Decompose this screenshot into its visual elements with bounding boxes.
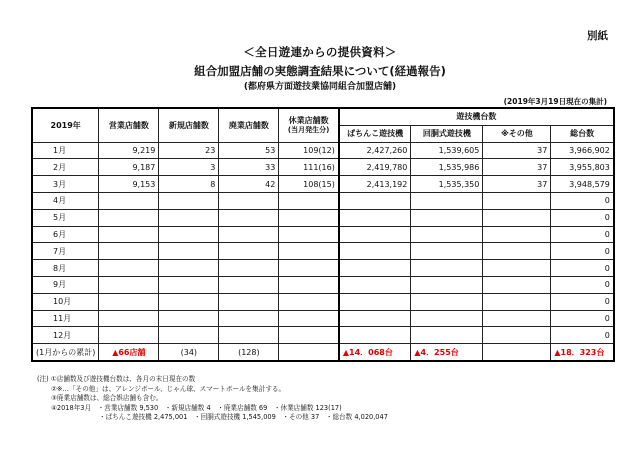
other-cell bbox=[483, 209, 551, 226]
suspended-cell bbox=[279, 293, 339, 310]
month-cell: 6月 bbox=[32, 226, 99, 243]
note-line bbox=[37, 375, 617, 385]
header-year: 2019年 bbox=[32, 108, 99, 142]
closed-cell bbox=[219, 310, 279, 327]
total-cell: 0 bbox=[551, 310, 614, 327]
header-suspended-label: 休業店舗数 bbox=[288, 116, 329, 126]
slot-cell bbox=[411, 192, 483, 209]
header-closed: 廃業店舗数 bbox=[219, 108, 279, 142]
header-suspended-sub: (当月発生分) bbox=[287, 126, 330, 135]
header-slot: 回胴式遊技機 bbox=[411, 125, 483, 142]
pachinko-cell: 2,427,260 bbox=[339, 142, 411, 159]
other-cell bbox=[483, 327, 551, 344]
suspended-cell bbox=[279, 276, 339, 293]
month-cell: 10月 bbox=[32, 293, 99, 310]
slot-cell bbox=[411, 243, 483, 260]
other-cell: 37 bbox=[483, 142, 551, 159]
month-cell: 7月 bbox=[32, 243, 99, 260]
total-cell: 0 bbox=[551, 192, 614, 209]
table-row bbox=[32, 276, 614, 293]
slot-cell: 1,539,605 bbox=[411, 142, 483, 159]
label-cumulative-cell: (1月からの累計) bbox=[32, 344, 99, 361]
table-row bbox=[32, 293, 614, 310]
new-cell: 23 bbox=[159, 142, 219, 159]
pachinko-cell bbox=[339, 226, 411, 243]
other-cell bbox=[483, 310, 551, 327]
suspended-cell bbox=[279, 209, 339, 226]
closed-cell bbox=[219, 327, 279, 344]
month-cell: 9月 bbox=[32, 276, 99, 293]
pachinko-cumulative-cell: ▲14．068台 bbox=[339, 344, 411, 361]
month-cell: 12月 bbox=[32, 327, 99, 344]
slot-cell: 1,535,350 bbox=[411, 176, 483, 193]
suspended-cell bbox=[279, 226, 339, 243]
header-suspended bbox=[279, 108, 339, 142]
month-cell: 4月 bbox=[32, 192, 99, 209]
active-cell bbox=[99, 192, 159, 209]
other-cell bbox=[483, 260, 551, 277]
header-other: ※その他 bbox=[483, 125, 551, 142]
table-row bbox=[32, 243, 614, 260]
total-cell: 0 bbox=[551, 260, 614, 277]
other-cell bbox=[483, 226, 551, 243]
month-cell: 5月 bbox=[32, 209, 99, 226]
suspended-cell: 108(15) bbox=[279, 176, 339, 193]
closed-cell bbox=[219, 192, 279, 209]
active-cell bbox=[99, 310, 159, 327]
suspended-cell bbox=[279, 192, 339, 209]
as-of-date: (2019年3月19日現在の集計) bbox=[503, 97, 607, 106]
active-cell: 9,219 bbox=[99, 142, 159, 159]
new-cell bbox=[159, 293, 219, 310]
slot-cell: 1,535,986 bbox=[411, 159, 483, 176]
month-cell: 1月 bbox=[32, 142, 99, 159]
closed-cell bbox=[219, 260, 279, 277]
slot-cell bbox=[411, 327, 483, 344]
slot-cell bbox=[411, 293, 483, 310]
suspended-cell: 111(16) bbox=[279, 159, 339, 176]
closed-cell bbox=[219, 276, 279, 293]
note-5: ・ぱちんこ遊技機 2,475,001 ・回胴式遊技機 1,545,009 ・その他 37 ・総台数 4,020,047 bbox=[99, 413, 388, 422]
footnotes bbox=[37, 375, 617, 423]
other-cell: 37 bbox=[483, 159, 551, 176]
table-row bbox=[32, 310, 614, 327]
new-cell bbox=[159, 243, 219, 260]
attachment-label: 別紙 bbox=[587, 30, 608, 42]
pachinko-cell bbox=[339, 327, 411, 344]
month-cell: 8月 bbox=[32, 260, 99, 277]
pachinko-cell bbox=[339, 192, 411, 209]
new-cell: 3 bbox=[159, 159, 219, 176]
note-4: ④2018年3月 ・営業店舗数 9,530 ・新規店舗数 4 ・廃業店舗数 69 ・休業店舗数 123(17) bbox=[51, 403, 342, 412]
document-title: ＜全日遊連からの提供資料＞ bbox=[243, 45, 397, 59]
pachinko-cell bbox=[339, 276, 411, 293]
new-cell bbox=[159, 209, 219, 226]
total-cell: 3,955,803 bbox=[551, 159, 614, 176]
table-row bbox=[32, 209, 614, 226]
new-cell bbox=[159, 310, 219, 327]
closed-cell: 33 bbox=[219, 159, 279, 176]
month-cell: 2月 bbox=[32, 159, 99, 176]
active-cumulative-cell: ▲66店舗 bbox=[99, 344, 159, 361]
other-cell bbox=[483, 192, 551, 209]
table-row bbox=[32, 159, 614, 176]
total-cell: 0 bbox=[551, 293, 614, 310]
active-cell bbox=[99, 327, 159, 344]
slot-cell bbox=[411, 310, 483, 327]
header-total: 総台数 bbox=[551, 125, 614, 142]
month-cell: 11月 bbox=[32, 310, 99, 327]
pachinko-cell bbox=[339, 310, 411, 327]
other-cell bbox=[483, 243, 551, 260]
table-row bbox=[32, 176, 614, 193]
active-cell bbox=[99, 226, 159, 243]
note-1: ①店舗数及び遊技機台数は、各月の末日現在の数 bbox=[50, 375, 196, 383]
total-cell: 0 bbox=[551, 327, 614, 344]
closed-cell: 42 bbox=[219, 176, 279, 193]
table-row bbox=[32, 142, 614, 159]
new-cell bbox=[159, 192, 219, 209]
header-machines-group: 遊技機台数 bbox=[339, 108, 614, 125]
closed-cell bbox=[219, 226, 279, 243]
header-pachinko: ぱちんこ遊技機 bbox=[339, 125, 411, 142]
suspended-cell bbox=[279, 260, 339, 277]
pachinko-cell: 2,419,780 bbox=[339, 159, 411, 176]
active-cell bbox=[99, 243, 159, 260]
total-cell: 3,966,902 bbox=[551, 142, 614, 159]
total-cell: 0 bbox=[551, 226, 614, 243]
note-2: ②※…「その他」は、アレンジボール、じゃん球、スマートボールを集計する。 bbox=[51, 384, 286, 393]
pachinko-cell bbox=[339, 209, 411, 226]
slot-cell bbox=[411, 260, 483, 277]
header-row bbox=[32, 108, 614, 125]
note-prefix: (注) bbox=[37, 375, 49, 383]
active-cell bbox=[99, 293, 159, 310]
pachinko-cell: 2,413,192 bbox=[339, 176, 411, 193]
new-cell bbox=[159, 226, 219, 243]
active-cell: 9,153 bbox=[99, 176, 159, 193]
new-cell bbox=[159, 276, 219, 293]
other-cell: 37 bbox=[483, 176, 551, 193]
active-cell bbox=[99, 260, 159, 277]
total-cumulative-cell: ▲18．323台 bbox=[551, 344, 614, 361]
table-row bbox=[32, 192, 614, 209]
table-row bbox=[32, 260, 614, 277]
table-row bbox=[32, 327, 614, 344]
total-cell: 0 bbox=[551, 209, 614, 226]
suspended-cell bbox=[279, 310, 339, 327]
active-cell bbox=[99, 209, 159, 226]
other-cell bbox=[483, 276, 551, 293]
cumulative-row bbox=[32, 344, 614, 361]
header-new: 新規店舗数 bbox=[159, 108, 219, 142]
new-cell bbox=[159, 260, 219, 277]
document-scope: (都府県方面遊技業協同組合加盟店舗) bbox=[243, 82, 397, 92]
closed-cell: 53 bbox=[219, 142, 279, 159]
closed-cell bbox=[219, 243, 279, 260]
slot-cell bbox=[411, 276, 483, 293]
new-cell: 8 bbox=[159, 176, 219, 193]
month-cell: 3月 bbox=[32, 176, 99, 193]
empty-cumulative-cell bbox=[279, 344, 339, 361]
active-cell bbox=[99, 276, 159, 293]
pachinko-cell bbox=[339, 293, 411, 310]
total-cell: 0 bbox=[551, 243, 614, 260]
note-3: ③廃業店舗数は、総合娯店舗も含む。 bbox=[51, 394, 163, 403]
active-cell: 9,187 bbox=[99, 159, 159, 176]
closed-cell bbox=[219, 209, 279, 226]
header-active: 営業店舗数 bbox=[99, 108, 159, 142]
suspended-cell bbox=[279, 243, 339, 260]
suspended-cell bbox=[279, 327, 339, 344]
document-subtitle: 組合加盟店舗の実態調査結果について(経過報告) bbox=[194, 64, 446, 78]
total-cell: 3,948,579 bbox=[551, 176, 614, 193]
total-cell: 0 bbox=[551, 276, 614, 293]
pachinko-cell bbox=[339, 243, 411, 260]
closed-cell bbox=[219, 293, 279, 310]
closed-cumulative-cell: (128) bbox=[219, 344, 279, 361]
empty-cumulative-cell bbox=[483, 344, 551, 361]
table-row bbox=[32, 226, 614, 243]
other-cell bbox=[483, 293, 551, 310]
survey-table bbox=[31, 107, 615, 362]
new-cumulative-cell: (34) bbox=[159, 344, 219, 361]
slot-cumulative-cell: ▲4．255台 bbox=[411, 344, 483, 361]
suspended-cell: 109(12) bbox=[279, 142, 339, 159]
new-cell bbox=[159, 327, 219, 344]
slot-cell bbox=[411, 209, 483, 226]
pachinko-cell bbox=[339, 260, 411, 277]
slot-cell bbox=[411, 226, 483, 243]
